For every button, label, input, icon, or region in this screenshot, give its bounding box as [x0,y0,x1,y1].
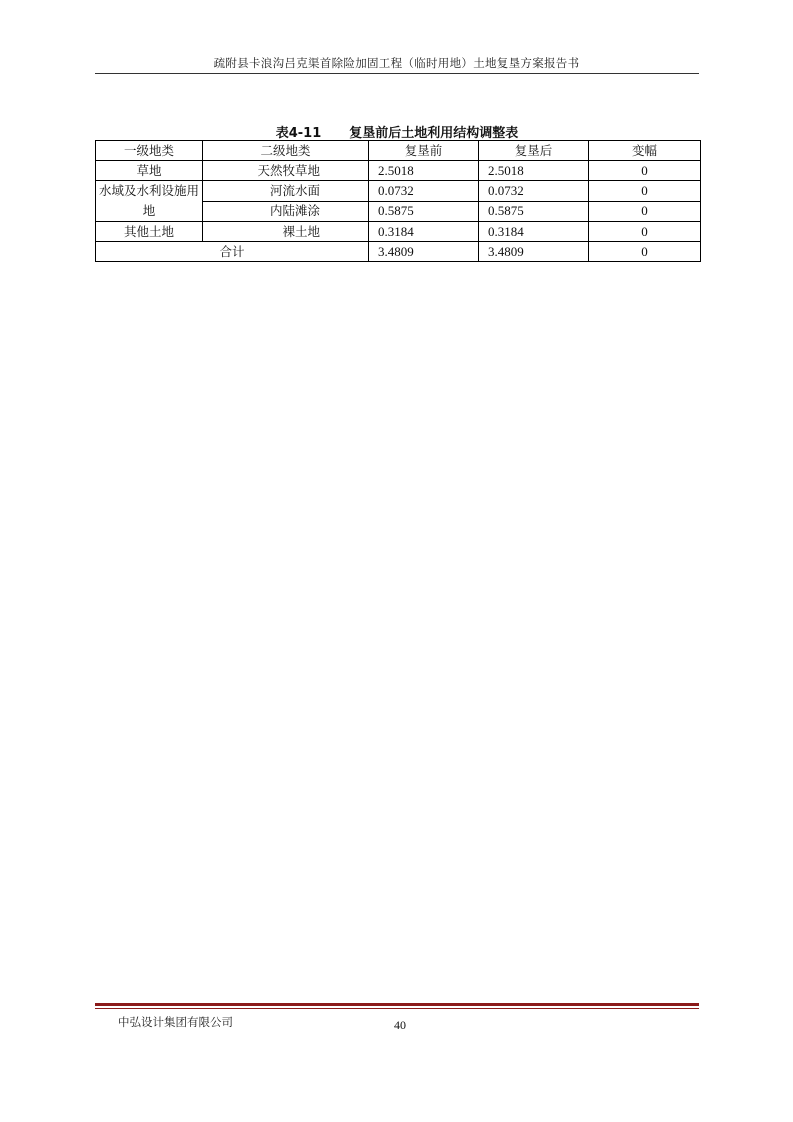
cell-before: 0.5875 [369,201,479,222]
column-header-change: 变幅 [589,141,701,161]
cell-level2: 内陆滩涂 [203,201,369,222]
footer-company-name: 中弘设计集团有限公司 [118,1015,233,1029]
cell-change: 0 [589,222,701,242]
cell-level1: 其他土地 [96,222,203,242]
cell-total-after: 3.4809 [479,242,589,262]
running-header-title: 疏附县卡浪沟吕克渠首除险加固工程（临时用地）土地复垦方案报告书 [213,56,580,70]
land-use-adjustment-table [95,140,701,262]
header-divider [95,73,699,74]
cell-after: 0.5875 [479,201,589,222]
cell-change: 0 [589,201,701,222]
table-caption [95,122,699,141]
cell-after: 0.0732 [479,181,589,202]
cell-level1: 水域及水利设施用地 [96,181,203,222]
cell-total-before: 3.4809 [369,242,479,262]
table-header-row [96,141,701,161]
cell-total-label: 合计 [96,242,369,262]
cell-before: 0.3184 [369,222,479,242]
page-number: 40 [394,1018,406,1032]
column-header-before: 复垦前 [369,141,479,161]
column-header-after: 复垦后 [479,141,589,161]
column-header-level1: 一级地类 [96,141,203,161]
cell-level2: 裸土地 [203,222,369,242]
cell-before: 2.5018 [369,161,479,181]
table-total-row [96,242,701,262]
table-row [96,222,701,242]
footer-divider-thick [95,1003,699,1006]
cell-total-change: 0 [589,242,701,262]
table-row [96,161,701,181]
cell-after: 2.5018 [479,161,589,181]
table-caption-title: 复垦前后土地利用结构调整表 [349,126,519,141]
cell-change: 0 [589,161,701,181]
cell-change: 0 [589,181,701,202]
table-caption-number: 表4-11 [275,126,322,141]
column-header-level2: 二级地类 [203,141,369,161]
table-row [96,181,701,202]
cell-level2: 天然牧草地 [203,161,369,181]
cell-level2: 河流水面 [203,181,369,202]
cell-level1: 草地 [96,161,203,181]
cell-after: 0.3184 [479,222,589,242]
cell-before: 0.0732 [369,181,479,202]
footer-divider-thin [95,1008,699,1009]
